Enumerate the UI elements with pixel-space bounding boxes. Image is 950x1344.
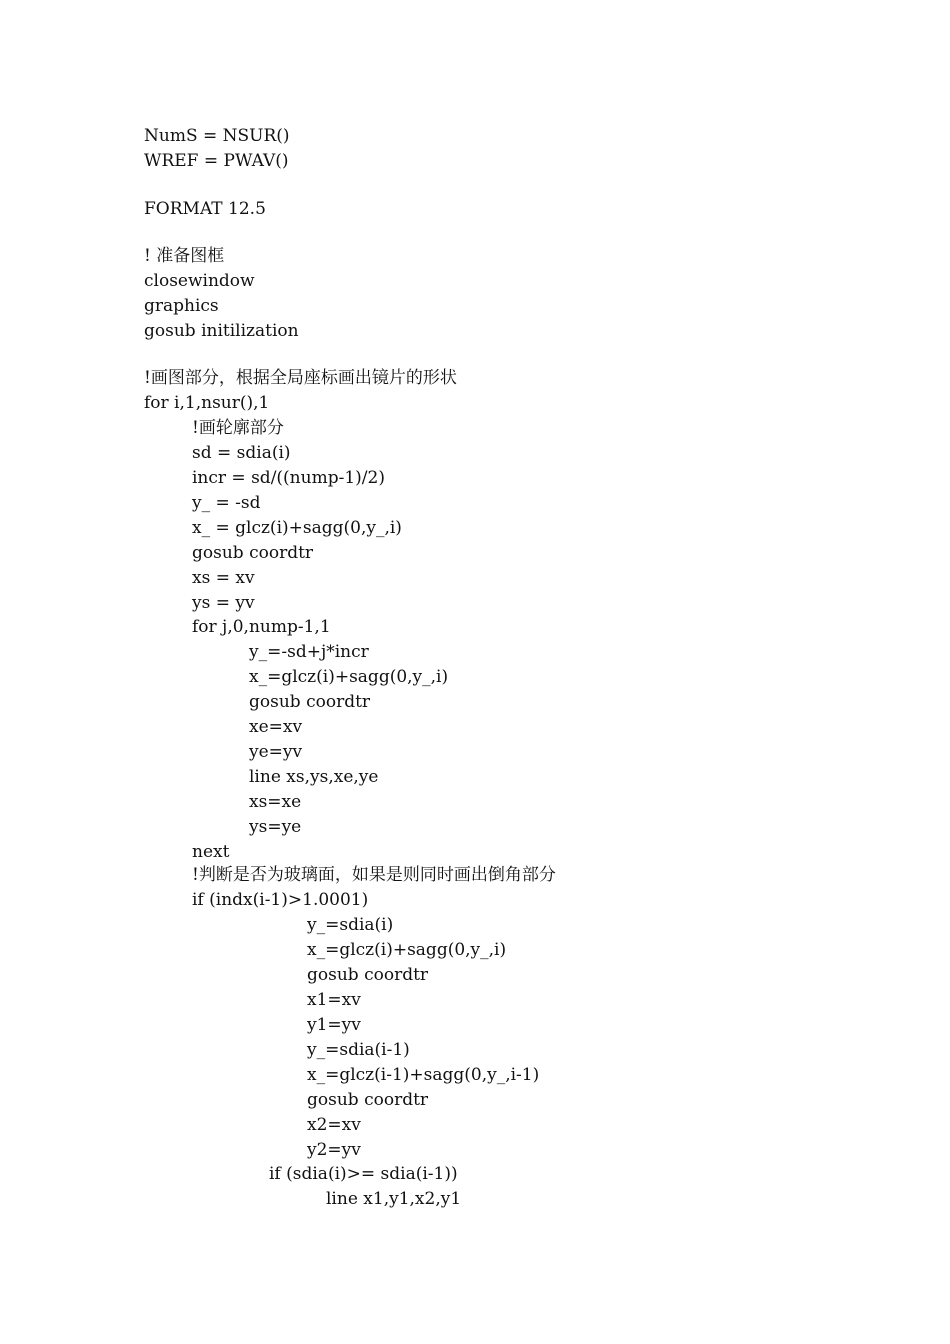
code-line: y_ = -sd [192, 493, 261, 513]
code-line: y_=-sd+j*incr [249, 642, 369, 662]
code-line: ye=yv [249, 742, 303, 762]
code-line: x_=glcz(i-1)+sagg(0,y_,i-1) [307, 1065, 540, 1085]
code-line: x_=glcz(i)+sagg(0,y_,i) [307, 940, 507, 960]
code-line: !画图部分，根据全局座标画出镜片的形状 [144, 368, 457, 388]
code-line: gosub coordtr [249, 692, 371, 712]
code-line: if (indx(i-1)>1.0001) [192, 890, 369, 910]
code-line: gosub initilization [144, 321, 299, 341]
code-line: xs=xe [249, 792, 302, 812]
code-line: xe=xv [249, 717, 303, 737]
code-line: xs = xv [192, 568, 255, 588]
code-line: gosub coordtr [307, 965, 429, 985]
code-line: line x1,y1,x2,y1 [326, 1189, 462, 1209]
code-line: y_=sdia(i-1) [307, 1040, 410, 1060]
code-line: if (sdia(i)>= sdia(i-1)) [269, 1164, 458, 1184]
code-line: closewindow [144, 271, 255, 291]
code-line: x_ = glcz(i)+sagg(0,y_,i) [192, 518, 402, 538]
code-line: gosub coordtr [192, 543, 314, 563]
code-line: graphics [144, 296, 219, 316]
code-line: line xs,ys,xe,ye [249, 767, 379, 787]
code-line: x2=xv [307, 1115, 361, 1135]
code-line: y2=yv [307, 1140, 361, 1160]
code-line: x_=glcz(i)+sagg(0,y_,i) [249, 667, 449, 687]
code-line: for i,1,nsur(),1 [144, 393, 270, 413]
code-line: next [192, 842, 230, 862]
code-line: FORMAT 12.5 [144, 199, 266, 219]
code-line: x1=xv [307, 990, 361, 1010]
code-line: WREF = PWAV() [144, 151, 289, 171]
code-line: sd = sdia(i) [192, 443, 291, 463]
code-line: ys = yv [192, 593, 255, 613]
code-line: ! 准备图框 [144, 246, 225, 266]
code-line: !画轮廓部分 [192, 418, 284, 438]
code-line: !判断是否为玻璃面，如果是则同时画出倒角部分 [192, 865, 556, 885]
code-line: for j,0,nump-1,1 [192, 617, 331, 637]
code-line: ys=ye [249, 817, 302, 837]
code-line: NumS = NSUR() [144, 126, 290, 146]
code-line: y_=sdia(i) [307, 915, 394, 935]
code-line: gosub coordtr [307, 1090, 429, 1110]
code-line: y1=yv [307, 1015, 361, 1035]
code-line: incr = sd/((nump-1)/2) [192, 468, 385, 488]
